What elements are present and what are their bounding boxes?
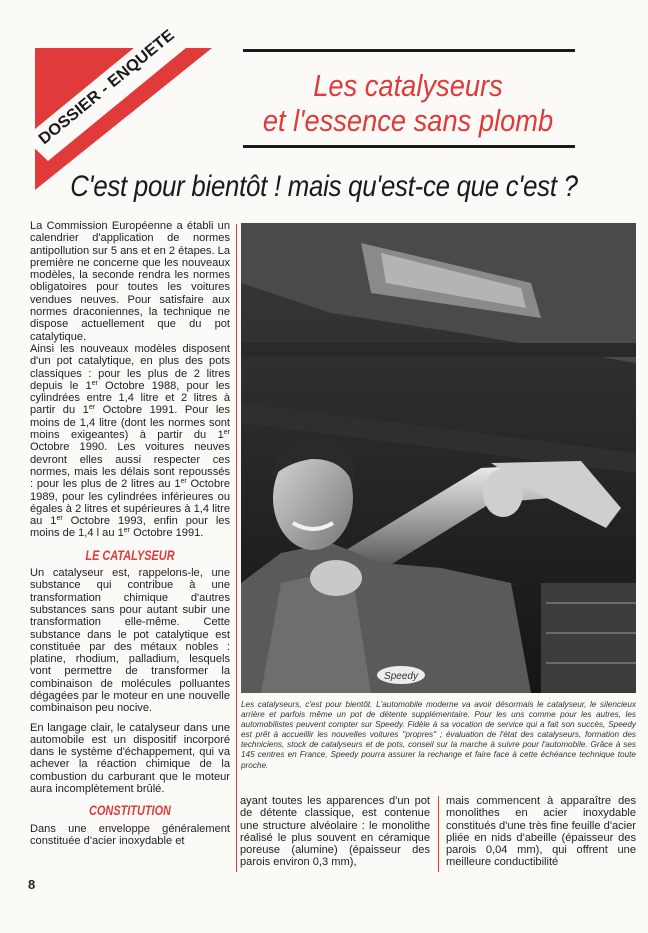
- catalyseur-paragraph-1: Un catalyseur est, rappelons-le, une substance qui contribue à une transformation chimique d'autres substances sans pour autant subir une transformation elle-même. Cette substance dans le pot catalytique est constituée par des métaux nobles : platine, rhodium, palladium, lesquels vont permettre de transformer la combinaison de molécules polluantes dégagées par le moteur en une nouvelle combinaison peu nocive.: [30, 567, 230, 715]
- column-3: [446, 795, 636, 869]
- column-3-text: mais commencent à apparaître des monolithes en acier inoxydable constitués d'une très fine feuille d'acier pliée en nids d'abeille (épaisseur des parois 0,04 mm), qui offrent une meilleure conductibilité: [446, 795, 636, 869]
- column-2-text: ayant toutes les apparences d'un pot de détente classique, est contenue une structure alvéolaire : le monolithe réalisé le plus souvent en céramique poreuse (alumine) (épaisseur des parois environ 0,3 mm),: [240, 795, 430, 869]
- column-2: [240, 795, 430, 869]
- column-1: [30, 220, 230, 847]
- section-heading-constitution: CONSTITUTION: [89, 802, 171, 819]
- subtitle: C'est pour bientôt ! mais qu'est-ce que c'est ?: [70, 170, 578, 203]
- intro-paragraph-1: La Commission Européenne a établi un calendrier d'application de normes antipollution sur 5 ans et en 2 étapes. La première ne concerne que les nouveaux modèles, la seconde rendra les normes obligatoires pour toutes les voitures vendues neuves. Pour satisfaire aux normes draconiennes, la technique ne dispose actuellement que du pot catalytique.: [30, 220, 230, 343]
- column-divider-2: [438, 796, 439, 872]
- banner-label: DOSSIER - ENQUETE: [35, 30, 173, 149]
- title-line-2: et l'essence sans plomb: [262, 103, 554, 138]
- intro-paragraph-2: Ainsi les nouveaux modèles disposent d'un pot catalytique, en plus des pots classiques : pour les plus de 2 litres depuis le 1er Octobre 1988, pour les cylindrées entre 1,4 litre et 2 litres à partir du 1er Octobre 1991. Pour les moins de 1,4 litre (dont les normes sont moins exigeantes) à partir du 1er Octobre 1990. Les voitures neuves devront elles aussi respecter ces normes, mais les délais sont repoussés : pour les plus de 2 litres au 1er Octobre 1989, pour les cylindrées inférieures ou égales à 2 litres et supérieures à 1,4 litre au 1er Octobre 1993, enfin pour les moins de 1,4 l au 1er Octobre 1991.: [30, 342, 231, 540]
- speedy-badge: Speedy: [384, 671, 418, 682]
- photo-mechanic-catalyst: [241, 223, 636, 693]
- dossier-enquete-banner: [0, 0, 230, 190]
- title-line-1: Les catalyseurs: [313, 68, 503, 103]
- constitution-paragraph-1: Dans une enveloppe généralement constituée d'acier inoxydable et: [30, 822, 230, 847]
- section-heading-catalyseur: LE CATALYSEUR: [85, 546, 175, 563]
- photo-illustration: [241, 223, 636, 693]
- title-rule-bottom: [243, 145, 575, 148]
- title-rule-top: [243, 49, 575, 52]
- column-divider-1: [236, 224, 237, 872]
- photo-caption: Les catalyseurs, c'est pour bientôt. L'automobile moderne va avoir désormais le catalyseur, le silencieux arrière et parfois même un pot de détente supplémentaire. Pour les uns comme pour les autres, les automobilistes peuvent compter sur Speedy. Fidèle à sa vocation de service qui a fait son succès, Speedy est prêt à accueillir les nouvelles voitures ''propres'' ; évaluation de l'état des catalyseurs, formation des techniciens, stock de catalyseurs et de pots, conseil sur la marche à suivre pour l'automobile. Grâce à ses 145 centres en France, Speedy pourra assurer la rechange et faire face à cette échéance technique toute proche.: [241, 700, 636, 770]
- page-number: 8: [28, 877, 36, 892]
- catalyseur-paragraph-2: En langage clair, le catalyseur dans une automobile est un dispositif incorporé dans le système d'échappement, qui va achever la réaction chimique de la combustion du carburant que le moteur aura incomplètement brûlé.: [30, 721, 230, 796]
